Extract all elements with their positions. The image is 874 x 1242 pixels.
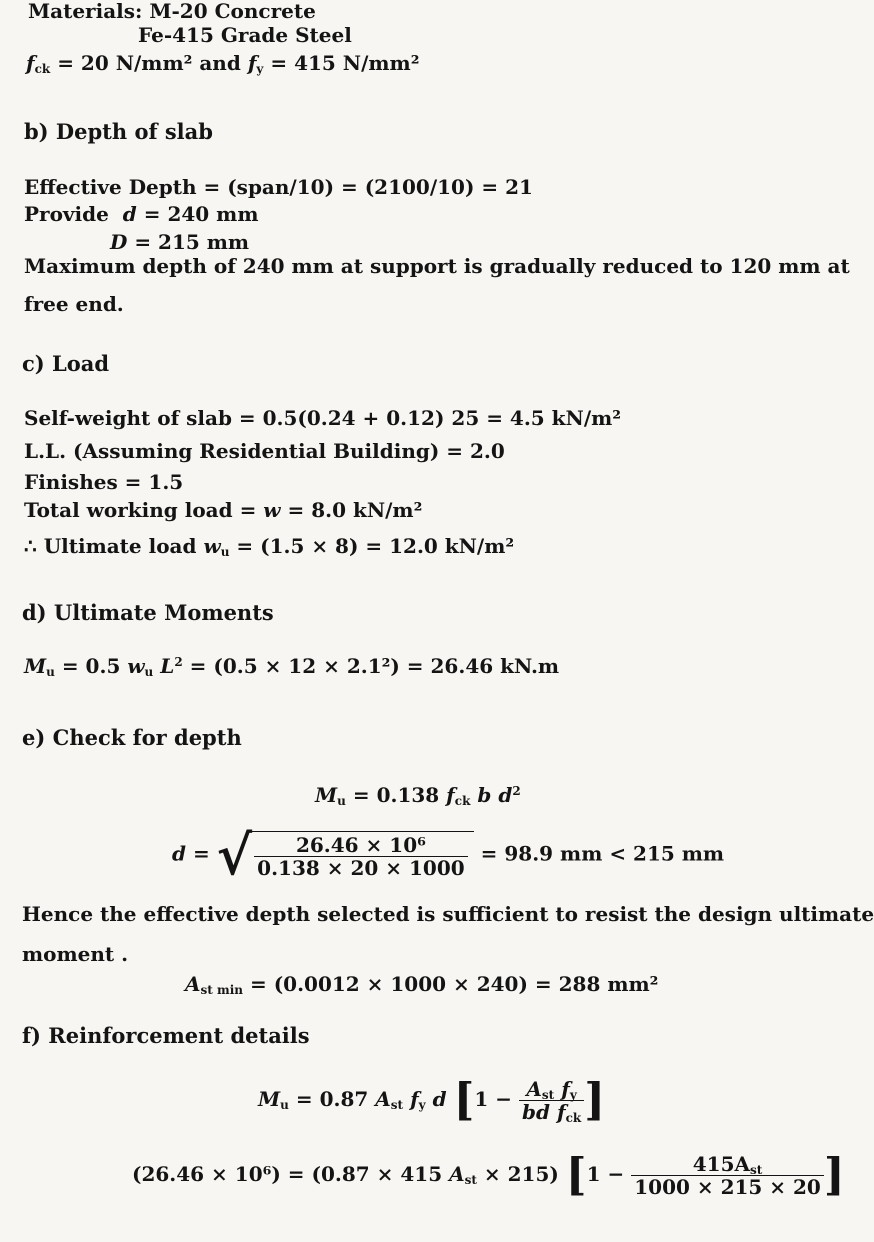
ultimate-moment-equation: $M_u = 0.5$ $w_u$ $L^2 = (0.5 \times 12 \times 2.1^2) = 26.46$ kN.m [24,654,560,679]
provide-D-line: D = 215 mm [110,230,250,254]
section-heading-load: c) Load [22,351,110,376]
strength-line: $f_{ck} = 20$ N/mm² and $f_y = 415$ N/mm² [26,51,420,76]
section-heading-moments: d) Ultimate Moments [22,600,274,625]
depth-note-line1: Maximum depth of 240 mm at support is gradually reduced to 120 mm at [24,254,850,278]
provide-d-line: Provide d = 240 mm [24,202,259,226]
section-heading-check: e) Check for depth [22,725,242,750]
hence-line1: Hence the effective depth selected is sufficient to resist the design ultimate [22,902,874,926]
self-weight-line: Self-weight of slab = 0.5(0.24 + 0.12) 25 = 4.5 kN/m² [24,406,622,430]
ultimate-load-line: ∴ Ultimate load $w_u = (1.5 \times 8) = 12.0$ kN/m² [24,534,515,559]
reinforcement-equation-2: (26.46 × 10⁶) = (0.87 × 415 $A_{st} \times 215$) [1 − $\frac{415A_{st}}{1000 \times 215 \times 20}$ ] [132,1149,845,1201]
total-load-line: Total working load = w = 8.0 kN/m² [24,498,423,522]
depth-note-line2: free end. [24,292,124,316]
effective-depth-line: Effective Depth = (span/10) = (2100/10) = 21 [24,175,533,199]
moment-capacity-equation: $M_u = 0.138$ $f_{ck}$ b $d^2$ [315,783,521,808]
live-load-line: L.L. (Assuming Residential Building) = 2.0 [24,439,505,463]
section-heading-depth: b) Depth of slab [24,119,213,144]
ast-min-equation: $A_{st min} = (0.0012 \times 1000 \times 240) = 288$ mm² [185,972,659,997]
depth-sqrt-equation: d = √ $\frac{\text{26.46 × 10⁶}}{0.138 \times 20 \times 1000}$ = 98.9 mm < 215 mm [172,823,725,887]
steel-grade-line: Fe-415 Grade Steel [138,23,352,47]
section-heading-reinforcement: f) Reinforcement details [22,1023,310,1048]
reinforcement-equation-1: $M_u = 0.87$ $A_{st}$ $f_y$ d [1 − $\frac{A_{st} f_y}{bd f_{ck}}$ ] [258,1074,606,1126]
finishes-line: Finishes = 1.5 [24,470,184,494]
materials-line: Materials: M-20 Concrete [28,0,316,23]
hence-line2: moment . [22,942,129,966]
